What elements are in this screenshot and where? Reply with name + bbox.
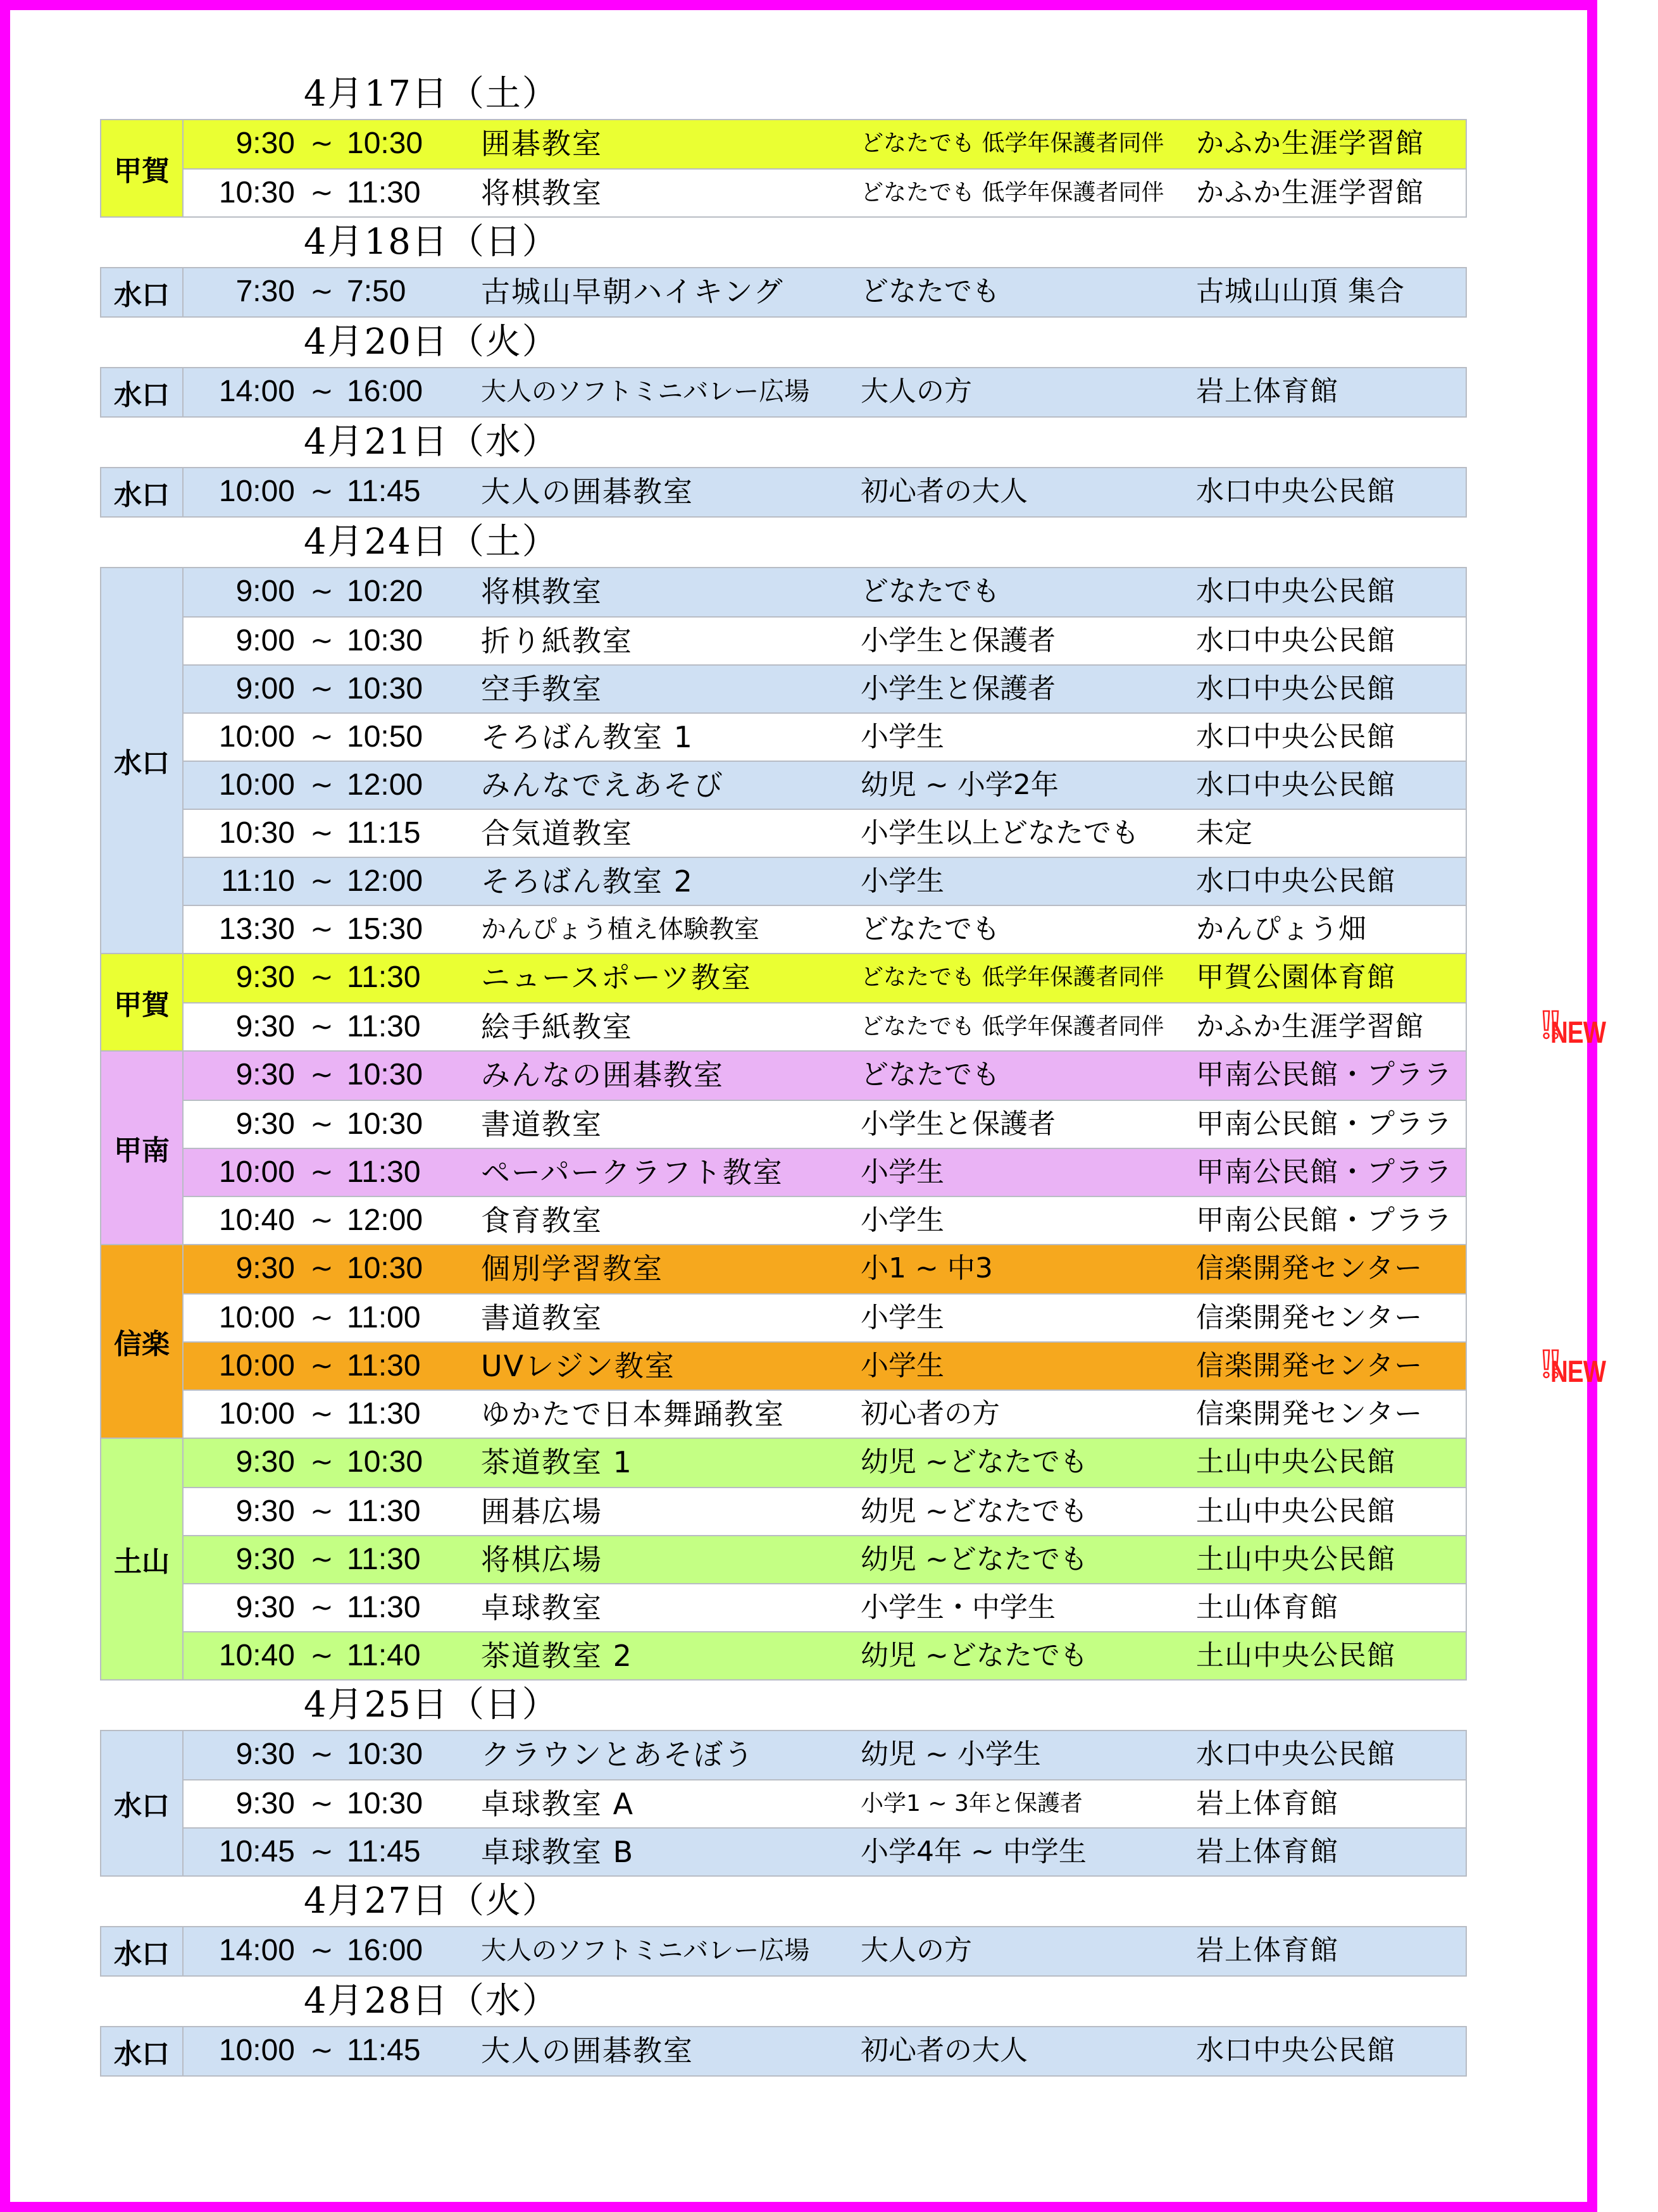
end-time: 16:00 <box>347 375 423 408</box>
event-venue: 水口中央公民館 <box>1196 769 1395 801</box>
time-separator: ~ <box>310 913 333 945</box>
new-label: NEW <box>1550 1355 1606 1389</box>
new-badge <box>1550 1349 1658 1387</box>
event-name: 個別学習教室 <box>481 1252 663 1286</box>
event-row <box>184 1779 1466 1827</box>
event-row <box>184 1535 1466 1583</box>
time-separator: ~ <box>310 1204 333 1236</box>
end-time: 11:30 <box>347 1591 421 1624</box>
start-time: 10:00 <box>218 1397 295 1431</box>
time-separator: ~ <box>310 475 333 507</box>
event-name: 書道教室 <box>481 1107 602 1141</box>
time-separator: ~ <box>310 1738 333 1770</box>
time-separator: ~ <box>310 1010 333 1043</box>
end-time: 10:30 <box>347 1787 423 1820</box>
time-separator: ~ <box>310 1591 333 1624</box>
event-row <box>184 1245 1466 1293</box>
event-venue: 信楽開発センター <box>1196 1350 1423 1382</box>
event-venue: 水口中央公民館 <box>1196 475 1395 507</box>
region-section <box>100 954 1606 1052</box>
end-time: 11:30 <box>347 1397 421 1431</box>
event-name: 絵手紙教室 <box>481 1010 633 1044</box>
event-name: 大人のソフトミニバレー広場 <box>481 377 810 406</box>
event-target: どなたでも 低学年保護者同伴 <box>861 180 1164 206</box>
time-separator: ~ <box>310 1252 333 1284</box>
start-time: 9:30 <box>235 960 295 994</box>
event-row <box>184 712 1466 761</box>
event-row <box>184 168 1466 216</box>
end-time: 11:45 <box>347 1835 421 1868</box>
start-time: 9:30 <box>235 127 295 160</box>
event-target: 幼児 ~どなたでも <box>861 1446 1088 1478</box>
start-time: 10:30 <box>218 816 295 850</box>
event-venue: 岩上体育館 <box>1196 1787 1338 1820</box>
time-separator: ~ <box>310 177 333 209</box>
end-time: 10:50 <box>347 720 423 754</box>
event-target: 小学生と保護者 <box>861 673 1056 705</box>
region-section <box>100 1245 1606 1439</box>
event-name: そろばん教室 1 <box>481 720 694 754</box>
end-time: 11:30 <box>347 1543 421 1576</box>
event-name: 茶道教室 1 <box>481 1445 633 1479</box>
event-target: 小学生・中学生 <box>861 1591 1056 1624</box>
event-venue: 土山体育館 <box>1196 1591 1338 1624</box>
event-venue: かんぴょう畑 <box>1196 913 1367 945</box>
event-target: どなたでも 低学年保護者同伴 <box>861 130 1164 156</box>
event-target: 初心者の大人 <box>861 2034 1028 2066</box>
event-rows <box>184 1439 1466 1679</box>
new-label: NEW <box>1550 1016 1606 1050</box>
event-row <box>184 1002 1606 1050</box>
event-target: どなたでも <box>861 1059 1000 1091</box>
time-separator: ~ <box>310 1156 333 1188</box>
region-label: 甲賀 <box>101 954 184 1050</box>
double-exclamation-icon <box>1542 1010 1561 1040</box>
start-time: 9:00 <box>235 575 295 608</box>
start-time: 14:00 <box>218 375 295 408</box>
date-heading <box>100 1681 1467 1730</box>
event-rows <box>184 1052 1466 1244</box>
time-separator: ~ <box>310 721 333 753</box>
event-name: 空手教室 <box>481 672 602 706</box>
event-name: 卓球教室 B <box>481 1835 635 1869</box>
event-venue: 水口中央公民館 <box>1196 624 1395 657</box>
time-separator: ~ <box>310 575 333 607</box>
event-name: かんぴょう植え体験教室 <box>481 915 759 944</box>
event-name: 古城山早朝ハイキング <box>481 275 784 309</box>
end-time: 11:30 <box>347 176 421 209</box>
region-section <box>100 467 1467 518</box>
event-row <box>184 1196 1466 1244</box>
event-rows <box>184 1927 1466 1975</box>
event-row <box>184 120 1466 168</box>
region-label: 甲南 <box>101 1052 184 1244</box>
end-time: 11:45 <box>347 475 421 508</box>
start-time: 7:30 <box>235 275 295 308</box>
region-label: 水口 <box>101 368 184 416</box>
event-target: 小学生 <box>861 1302 944 1334</box>
event-name: 将棋広場 <box>481 1543 602 1577</box>
event-name: 囲碁教室 <box>481 127 602 161</box>
time-separator: ~ <box>310 673 333 705</box>
end-time: 11:30 <box>347 1349 421 1382</box>
event-name: 大人の囲碁教室 <box>481 2034 694 2068</box>
event-venue: 水口中央公民館 <box>1196 865 1395 897</box>
date-heading <box>100 518 1467 567</box>
region-section <box>100 1926 1467 1977</box>
event-venue: 水口中央公民館 <box>1196 721 1395 753</box>
event-venue: 水口中央公民館 <box>1196 575 1395 607</box>
event-row <box>184 1731 1466 1779</box>
region-label: 水口 <box>101 2027 184 2075</box>
region-section <box>100 267 1467 318</box>
date-heading <box>100 1977 1467 2026</box>
event-target: 小学4年 ~ 中学生 <box>861 1836 1087 1868</box>
time-separator: ~ <box>310 127 333 159</box>
end-time: 10:30 <box>347 1252 423 1285</box>
event-name: 将棋教室 <box>481 176 602 210</box>
end-time: 11:45 <box>347 2034 421 2067</box>
time-separator: ~ <box>310 1059 333 1091</box>
event-venue: 未定 <box>1196 817 1253 849</box>
time-separator: ~ <box>310 624 333 657</box>
start-time: 9:30 <box>235 1543 295 1576</box>
start-time: 11:10 <box>221 864 295 898</box>
event-row <box>184 664 1466 712</box>
event-name: 大人のソフトミニバレー広場 <box>481 1936 810 1965</box>
event-name: 合気道教室 <box>481 816 633 850</box>
start-time: 10:00 <box>218 1155 295 1189</box>
end-time: 10:30 <box>347 624 423 657</box>
event-rows <box>184 1245 1606 1438</box>
region-label: 水口 <box>101 468 184 516</box>
event-target: 小学生以上どなたでも <box>861 817 1139 849</box>
region-section <box>100 367 1467 418</box>
event-venue: 古城山山頂 集合 <box>1196 275 1405 308</box>
end-time: 10:30 <box>347 672 423 705</box>
region-section <box>100 1439 1467 1681</box>
event-venue: 甲南公民館・プララ <box>1196 1059 1452 1091</box>
start-time: 9:30 <box>235 1737 295 1771</box>
event-row <box>184 568 1466 616</box>
event-target: 幼児 ~どなたでも <box>861 1639 1088 1672</box>
time-separator: ~ <box>310 1446 333 1478</box>
event-rows <box>184 268 1466 316</box>
region-label: 甲賀 <box>101 120 184 216</box>
event-row <box>184 368 1466 416</box>
region-section <box>100 567 1467 954</box>
start-time: 9:30 <box>235 1010 295 1043</box>
start-time: 9:30 <box>235 1058 295 1091</box>
end-time: 10:30 <box>347 127 423 160</box>
time-separator: ~ <box>310 2034 333 2066</box>
event-row <box>184 1583 1466 1631</box>
end-time: 11:30 <box>347 960 421 994</box>
event-rows <box>184 368 1466 416</box>
time-separator: ~ <box>310 1398 333 1430</box>
time-separator: ~ <box>310 1108 333 1140</box>
end-time: 11:30 <box>347 1010 421 1043</box>
date-label: 4月28日（水） <box>304 1980 559 2022</box>
event-target: 小学1 ~ 3年と保護者 <box>861 1791 1083 1817</box>
end-time: 12:00 <box>347 864 423 898</box>
event-row <box>184 1827 1466 1875</box>
event-name: 折り紙教室 <box>481 624 633 658</box>
event-row <box>184 954 1466 1002</box>
event-row <box>184 616 1466 664</box>
region-section <box>100 1052 1467 1245</box>
date-heading <box>100 418 1467 467</box>
event-venue: かふか生涯学習館 <box>1196 1010 1424 1043</box>
date-label: 4月21日（水） <box>304 421 559 463</box>
event-rows <box>184 2027 1466 2075</box>
event-rows <box>184 568 1466 953</box>
date-heading <box>100 318 1467 367</box>
event-target: 幼児 ~ 小学2年 <box>861 769 1059 801</box>
start-time: 10:00 <box>218 720 295 754</box>
time-separator: ~ <box>310 817 333 849</box>
region-section <box>100 119 1467 218</box>
start-time: 10:40 <box>218 1639 295 1672</box>
date-label: 4月17日（土） <box>304 73 559 115</box>
start-time: 9:30 <box>235 1591 295 1624</box>
end-time: 16:00 <box>347 1934 423 1967</box>
event-target: 小学生 <box>861 1350 944 1382</box>
event-target: どなたでも 低学年保護者同伴 <box>861 964 1164 990</box>
start-time: 10:40 <box>218 1203 295 1237</box>
end-time: 11:30 <box>347 1155 421 1189</box>
time-separator: ~ <box>310 1350 333 1382</box>
time-separator: ~ <box>310 1639 333 1672</box>
event-target: 小学生 <box>861 865 944 897</box>
start-time: 9:00 <box>235 624 295 657</box>
date-label: 4月18日（日） <box>304 221 559 263</box>
start-time: 9:30 <box>235 1494 295 1528</box>
event-venue: 水口中央公民館 <box>1196 1738 1395 1770</box>
event-name: ゆかたで日本舞踊教室 <box>481 1397 785 1431</box>
event-venue: 岩上体育館 <box>1196 1836 1338 1868</box>
event-target: 小1 ~ 中3 <box>861 1252 993 1284</box>
date-label: 4月24日（土） <box>304 521 559 562</box>
event-target: どなたでも <box>861 913 1000 945</box>
event-name: みんなでえあそび <box>481 768 724 802</box>
event-venue: 水口中央公民館 <box>1196 2034 1395 2066</box>
event-name: 将棋教室 <box>481 575 602 609</box>
event-schedule <box>100 70 1606 2077</box>
event-row <box>184 268 1466 316</box>
start-time: 9:30 <box>235 1787 295 1820</box>
event-name: ペーパークラフト教室 <box>481 1155 783 1190</box>
event-venue: 土山中央公民館 <box>1196 1446 1395 1478</box>
event-row <box>184 1927 1466 1975</box>
region-label: 水口 <box>101 568 184 953</box>
region-label: 信楽 <box>101 1245 184 1438</box>
event-name: そろばん教室 2 <box>481 864 694 898</box>
time-separator: ~ <box>310 1495 333 1527</box>
end-time: 11:00 <box>347 1301 421 1334</box>
event-venue: 岩上体育館 <box>1196 375 1338 407</box>
time-separator: ~ <box>310 961 333 993</box>
double-exclamation-icon <box>1542 1349 1561 1379</box>
event-target: 幼児 ~どなたでも <box>861 1495 1088 1527</box>
end-time: 11:15 <box>347 816 421 850</box>
new-badge <box>1550 1010 1658 1048</box>
event-venue: かふか生涯学習館 <box>1196 127 1424 159</box>
end-time: 12:00 <box>347 1203 423 1237</box>
end-time: 10:30 <box>347 1107 423 1141</box>
end-time: 12:00 <box>347 768 423 802</box>
time-separator: ~ <box>310 1543 333 1575</box>
event-row <box>184 1341 1606 1389</box>
region-label: 土山 <box>101 1439 184 1679</box>
event-rows <box>184 468 1466 516</box>
event-name: ニュースポーツ教室 <box>481 960 752 995</box>
region-label: 水口 <box>101 1927 184 1975</box>
event-name: 大人の囲碁教室 <box>481 475 694 509</box>
start-time: 10:45 <box>218 1835 295 1868</box>
event-target: 小学生と保護者 <box>861 624 1056 657</box>
event-venue: 信楽開発センター <box>1196 1302 1423 1334</box>
date-heading <box>100 218 1467 267</box>
event-row <box>184 1487 1466 1535</box>
event-target: 大人の方 <box>861 375 972 407</box>
start-time: 10:00 <box>218 2034 295 2067</box>
end-time: 10:30 <box>347 1737 423 1771</box>
region-label: 水口 <box>101 1731 184 1875</box>
start-time: 10:00 <box>218 475 295 508</box>
start-time: 9:30 <box>235 1107 295 1141</box>
event-row <box>184 2027 1466 2075</box>
event-venue: 土山中央公民館 <box>1196 1639 1395 1672</box>
time-separator: ~ <box>310 375 333 407</box>
event-venue: 岩上体育館 <box>1196 1934 1338 1967</box>
event-name: みんなの囲碁教室 <box>481 1058 724 1092</box>
date-heading <box>100 1877 1467 1926</box>
region-label: 水口 <box>101 268 184 316</box>
end-time: 10:20 <box>347 575 423 608</box>
start-time: 9:00 <box>235 672 295 705</box>
event-target: 小学生 <box>861 1156 944 1188</box>
event-target: どなたでも <box>861 275 1000 308</box>
event-name: 卓球教室 <box>481 1591 602 1625</box>
start-time: 10:00 <box>218 768 295 802</box>
event-target: どなたでも <box>861 575 1000 607</box>
event-venue: 甲南公民館・プララ <box>1196 1204 1452 1236</box>
start-time: 10:30 <box>218 176 295 209</box>
time-separator: ~ <box>310 1787 333 1820</box>
event-venue: 信楽開発センター <box>1196 1252 1423 1284</box>
event-name: 書道教室 <box>481 1301 602 1335</box>
event-row <box>184 1148 1466 1196</box>
event-target: 幼児 ~どなたでも <box>861 1543 1088 1575</box>
event-venue: 信楽開発センター <box>1196 1398 1423 1430</box>
time-separator: ~ <box>310 1836 333 1868</box>
event-target: 初心者の大人 <box>861 475 1028 507</box>
event-target: 小学生 <box>861 1204 944 1236</box>
time-separator: ~ <box>310 275 333 308</box>
event-name: 茶道教室 2 <box>481 1639 633 1673</box>
event-venue: 甲南公民館・プララ <box>1196 1156 1452 1188</box>
region-section <box>100 1730 1467 1877</box>
start-time: 10:00 <box>218 1301 295 1334</box>
end-time: 15:30 <box>347 912 423 946</box>
end-time: 10:30 <box>347 1445 423 1479</box>
end-time: 11:30 <box>347 1494 421 1528</box>
event-venue: 水口中央公民館 <box>1196 673 1395 705</box>
event-row <box>184 809 1466 857</box>
event-rows <box>184 1731 1466 1875</box>
end-time: 7:50 <box>347 275 406 308</box>
event-venue: 土山中央公民館 <box>1196 1543 1395 1575</box>
event-name: UVレジン教室 <box>481 1349 675 1383</box>
date-label: 4月27日（火） <box>304 1880 559 1922</box>
event-target: 小学生 <box>861 721 944 753</box>
region-section <box>100 2026 1467 2077</box>
end-time: 10:30 <box>347 1058 423 1091</box>
event-venue: 甲賀公園体育館 <box>1196 961 1395 993</box>
start-time: 13:30 <box>218 912 295 946</box>
event-row <box>184 1439 1466 1487</box>
time-separator: ~ <box>310 1302 333 1334</box>
event-row <box>184 761 1466 809</box>
event-target: どなたでも 低学年保護者同伴 <box>861 1014 1164 1040</box>
event-name: クラウンとあそぼう <box>481 1737 754 1772</box>
start-time: 14:00 <box>218 1934 295 1967</box>
event-target: 幼児 ~ 小学生 <box>861 1738 1041 1770</box>
event-target: 大人の方 <box>861 1934 972 1967</box>
event-row <box>184 1631 1466 1679</box>
event-row <box>184 468 1466 516</box>
event-target: 初心者の方 <box>861 1398 1000 1430</box>
event-row <box>184 857 1466 905</box>
event-rows <box>184 120 1466 216</box>
time-separator: ~ <box>310 769 333 801</box>
event-row <box>184 1293 1466 1341</box>
event-name: 囲碁広場 <box>481 1494 602 1529</box>
event-row <box>184 905 1466 953</box>
event-row <box>184 1100 1466 1148</box>
event-venue: かふか生涯学習館 <box>1196 177 1424 209</box>
event-target: 小学生と保護者 <box>861 1108 1056 1140</box>
time-separator: ~ <box>310 1934 333 1967</box>
event-name: 食育教室 <box>481 1203 602 1238</box>
end-time: 11:40 <box>347 1639 421 1672</box>
start-time: 9:30 <box>235 1252 295 1285</box>
date-label: 4月25日（日） <box>304 1684 559 1725</box>
date-heading <box>100 70 1467 119</box>
event-row <box>184 1052 1466 1100</box>
event-venue: 甲南公民館・プララ <box>1196 1108 1452 1140</box>
event-rows <box>184 954 1606 1050</box>
event-venue: 土山中央公民館 <box>1196 1495 1395 1527</box>
date-label: 4月20日（火） <box>304 321 559 363</box>
event-name: 卓球教室 A <box>481 1787 635 1821</box>
start-time: 9:30 <box>235 1445 295 1479</box>
start-time: 10:00 <box>218 1349 295 1382</box>
event-row <box>184 1389 1466 1438</box>
time-separator: ~ <box>310 865 333 897</box>
